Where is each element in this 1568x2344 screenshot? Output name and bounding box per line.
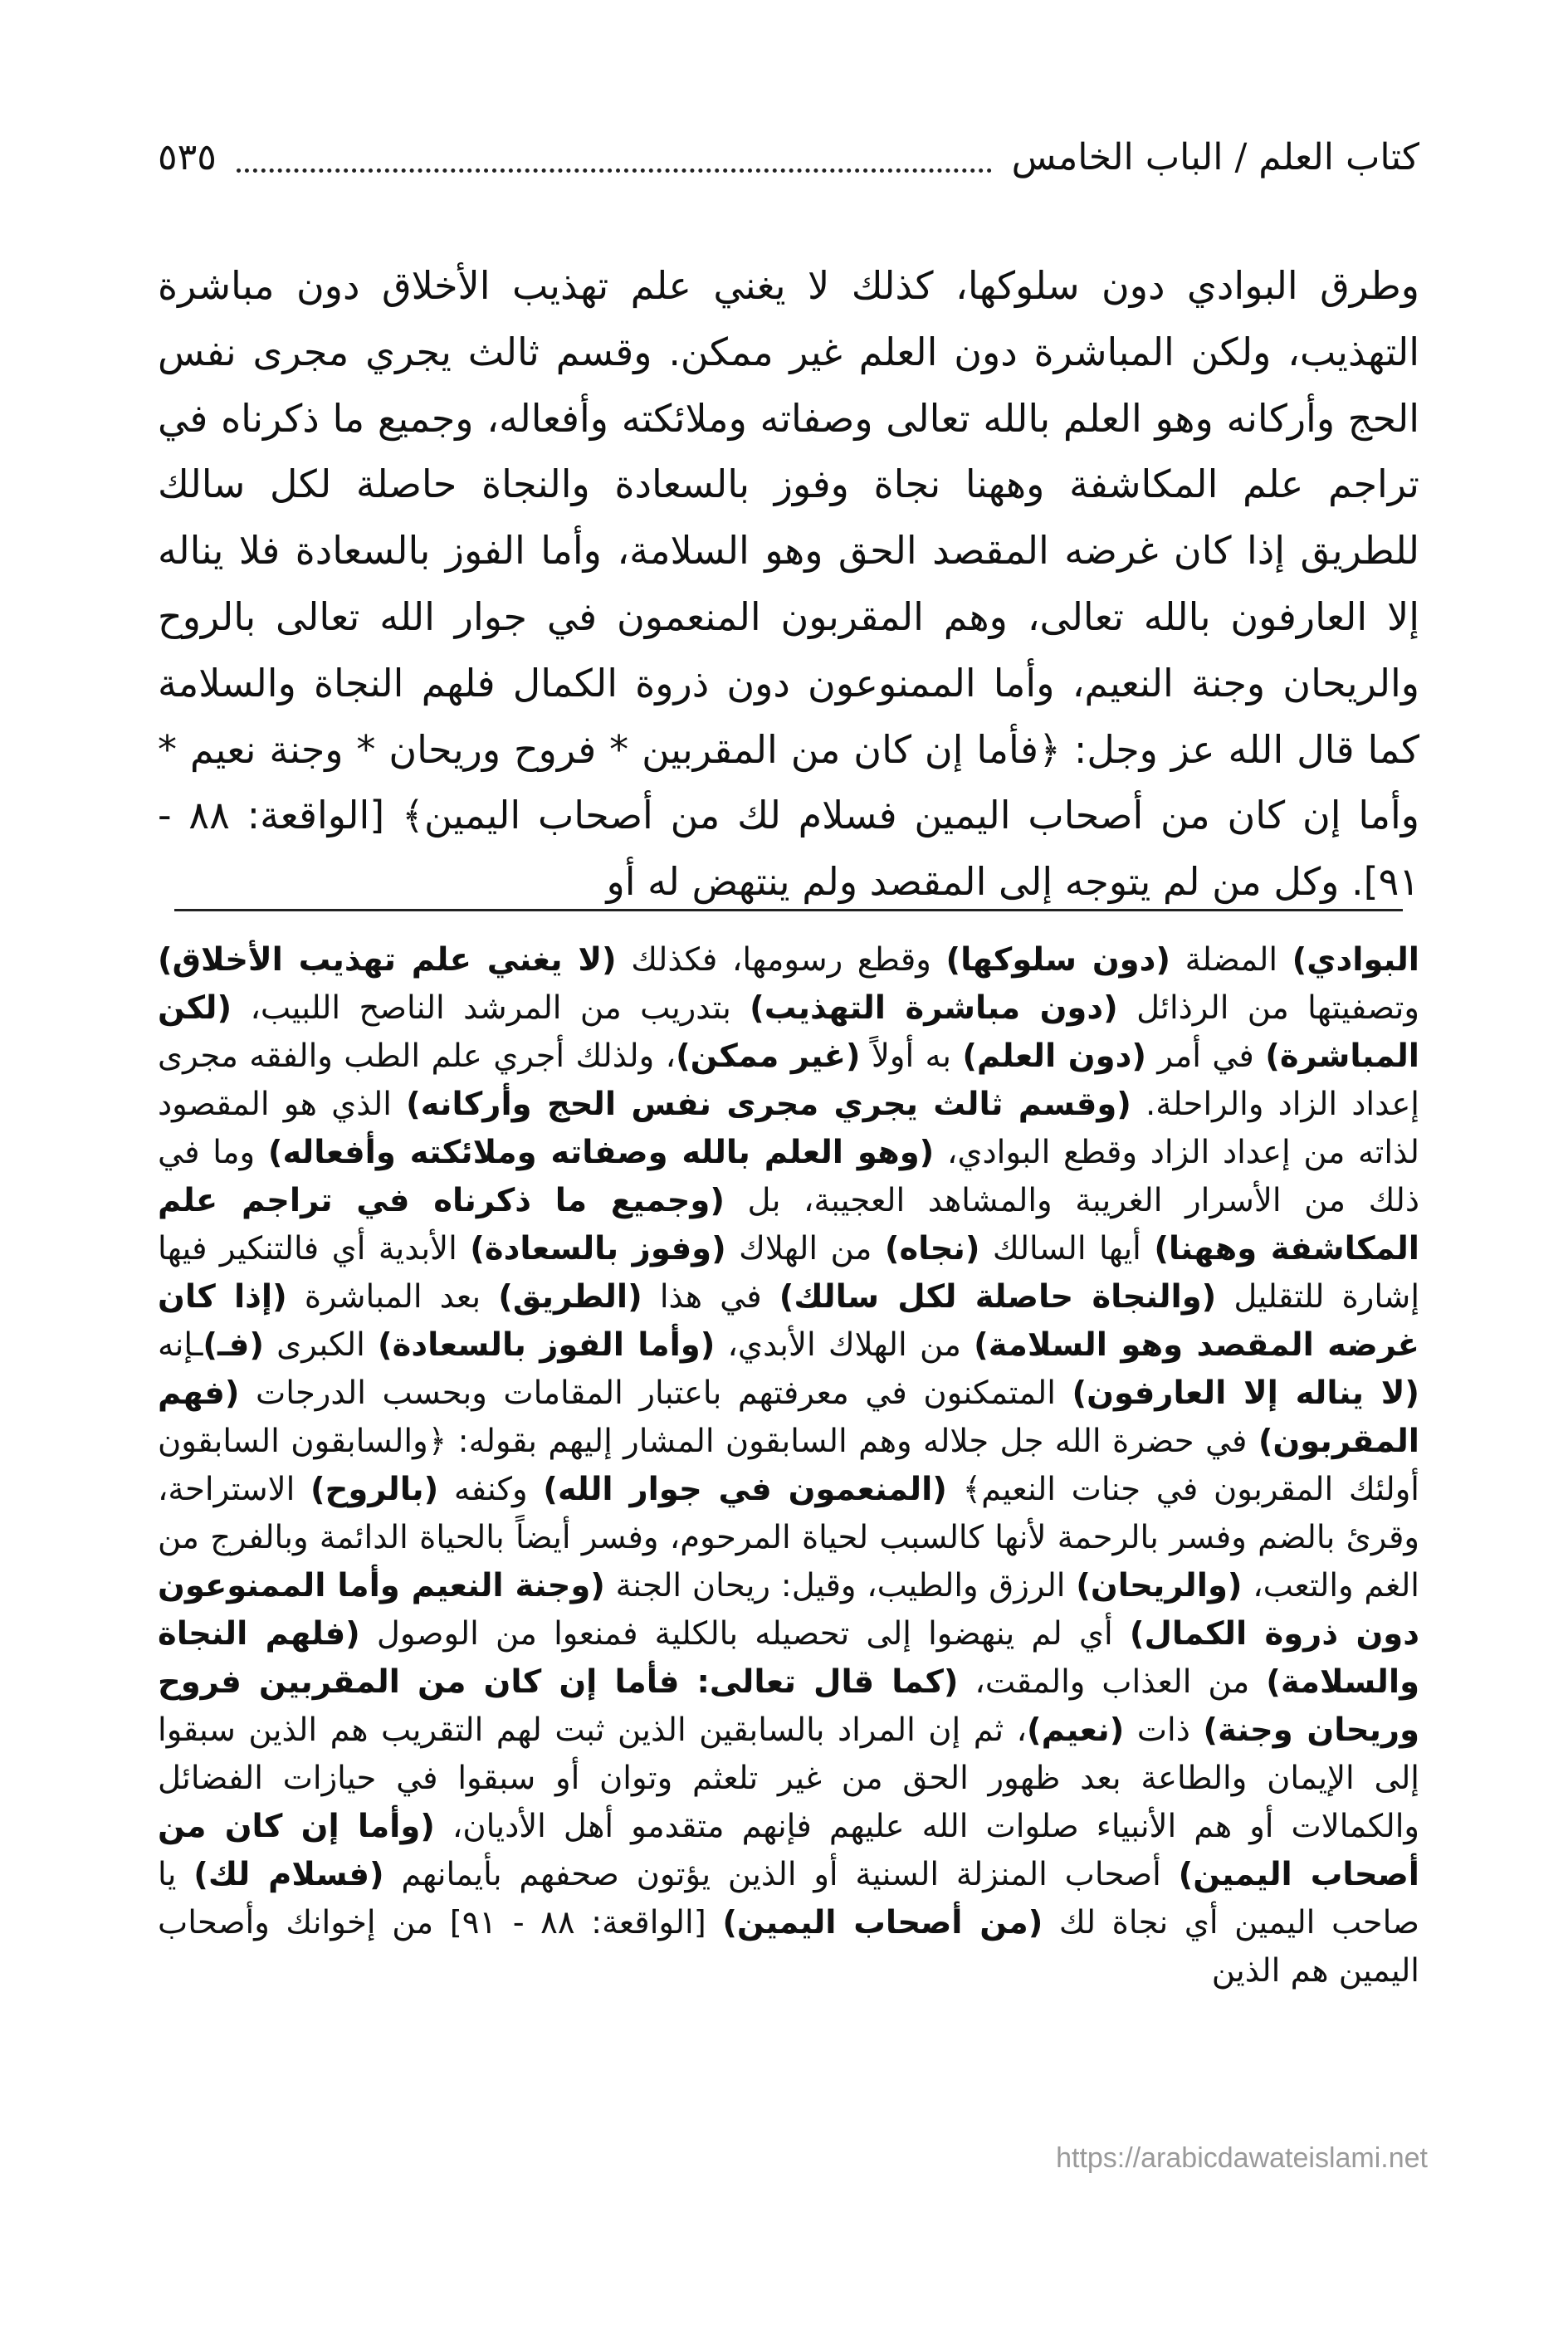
commentary-text: بتدريب من المرشد الناصح اللبيب،: [232, 989, 750, 1027]
commentary-quote: (فسلام لك): [193, 1856, 384, 1893]
commentary-quote: (دون مباشرة التهذيب): [750, 989, 1118, 1027]
footnote-separator: [174, 909, 1403, 911]
commentary-text: الكبرى: [263, 1326, 379, 1364]
commentary-quote: (دون سلوكها): [945, 941, 1170, 979]
commentary-text: [الواقعة: ٨٨ - ٩١] من إخوانك وأصحاب اليمين هم الذين: [158, 1904, 1419, 1990]
commentary-text: في هذا: [642, 1278, 779, 1316]
commentary-quote: (نعيم): [1027, 1712, 1125, 1749]
commentary-text: بعد المباشرة: [286, 1278, 499, 1316]
commentary-quote: (وقسم ثالث يجري مجرى نفس الحج وأركانه): [406, 1086, 1131, 1123]
commentary-quote: (دون العلم): [962, 1038, 1146, 1075]
commentary-quote: (والريحان): [1076, 1567, 1243, 1604]
page-header: [158, 125, 1419, 191]
commentary-quote: (بالروح): [310, 1471, 439, 1508]
page-number: ٥٣٥: [158, 136, 217, 178]
commentary-text: في أمر: [1145, 1038, 1266, 1075]
commentary-quote: (وأما إن كان من أصحاب اليمين): [158, 1808, 1419, 1893]
commentary-text: أي لم ينهضوا إلى تحصيله بالكلية فمنعوا من الوصول: [359, 1615, 1130, 1653]
commentary-text: ـإنه: [158, 1326, 203, 1364]
header-dotted-leader: [237, 168, 992, 173]
commentary-text: الذي هو المقصود لذاته من إعداد الزاد وقطع البوادي،: [158, 1086, 1420, 1171]
commentary-text: الاستراحة، وقرئ بالضم وفسر بالرحمة لأنها كالسبب لحياة المرحوم، وفسر أيضاً بالحياة الدائمة وبالفرج من الغم والتعب،: [158, 1471, 1419, 1604]
commentary-block: [158, 936, 1419, 1995]
commentary-text: ، ثم إن المراد بالسابقين الذين ثبت لهم التقريب هم الذين سبقوا إلى الإيمان والطاعة بعد ظهور الحق من غير تلعثم وتوان أو سبقوا في حيازات الفضائل والكمالات أو هم الأنبياء صلوات الله عليهم فإنهم متقدمو أهل الأديان،: [158, 1712, 1419, 1845]
commentary-text: المضلة: [1170, 941, 1292, 979]
commentary-quote: (والنجاة حاصلة لكل سالك): [779, 1278, 1217, 1316]
commentary-quote: (نجاه): [884, 1230, 980, 1267]
commentary-text: وما في ذلك من الأسرار الغريبة والمشاهد العجيبة، بل: [158, 1134, 1419, 1219]
commentary-text: وكنفه: [438, 1471, 544, 1508]
main-text-block: وطرق البوادي دون سلوكها، كذلك لا يغني علم تهذيب الأخلاق دون مباشرة التهذيب، ولكن المباشرة دون العلم غير ممكن. وقسم ثالث يجري مجرى نفس الحج وأركانه وهو العلم بالله تعالى وصفاته وملائكته وأفعاله، وجميع ما ذكرناه في تراجم علم المكاشفة وههنا نجاة وفوز بالسعادة والنجاة حاصلة لكل سالك للطريق إذا كان غرضه المقصد الحق وهو السلامة، وأما الفوز بالسعادة فلا يناله إلا العارفون بالله تعالى، وهم المقربون المنعمون في جوار الله تعالى بالروح والريحان وجنة النعيم، وأما الممنوعون دون ذروة الكمال فلهم النجاة والسلامة كما قال الله عز وجل: ﴿فأما إن كان من المقربين * فروح وريحان * وجنة نعيم * وأما إن كان من أصحاب اليمين فسلام لك من أصحاب اليمين﴾ [الواقعة: ٨٨ - ٩١]. وكل من لم يتوجه إلى المقصد ولم ينتهض له أو: [158, 263, 1419, 905]
commentary-text: أصحاب المنزلة السنية أو الذين يؤتون صحفهم بأيمانهم: [383, 1856, 1179, 1893]
commentary-quote: (لا يغني علم تهذيب الأخلاق): [158, 941, 617, 979]
commentary-quote: (كما قال تعالى: فأما إن كان من المقربين فروح وريحان وجنة): [158, 1663, 1420, 1749]
commentary-text: أيها السالك: [979, 1230, 1155, 1267]
commentary-text: يا صاحب اليمين أي نجاة لك: [158, 1856, 1419, 1941]
watermark-url: https://arabicdawateislami.net: [1056, 2142, 1428, 2174]
commentary-quote: (وأما الفوز بالسعادة): [378, 1326, 716, 1364]
commentary-text: به أولاً: [860, 1038, 963, 1075]
commentary-quote: (وهو العلم بالله وصفاته وملائكته وأفعاله): [267, 1134, 935, 1171]
commentary-quote: البوادي): [1292, 941, 1419, 979]
commentary-quote: (لا يناله إلا العارفون): [1072, 1375, 1419, 1412]
commentary-text: الأبدية أي فالتنكير فيها إشارة للتقليل: [158, 1230, 1420, 1316]
commentary-quote: (لكن المباشرة): [158, 989, 1419, 1075]
commentary-text: من الهلاك الأبدي،: [715, 1326, 975, 1364]
commentary-quote: (المنعمون في جوار الله): [543, 1471, 947, 1508]
commentary-quote: (وفوز بالسعادة): [470, 1230, 726, 1267]
commentary-text: وتصفيتها من الرذائل: [1117, 989, 1419, 1027]
commentary-quote: (فهم المقربون): [158, 1375, 1419, 1460]
commentary-quote: (فـ): [203, 1326, 264, 1364]
commentary-text: من الهلاك: [725, 1230, 885, 1267]
commentary-text: من العذاب والمقت،: [958, 1663, 1267, 1701]
commentary-quote: (إذا كان غرضه المقصد وهو السلامة): [158, 1278, 1419, 1364]
commentary-quote: (وجنة النعيم وأما الممنوعون دون ذروة الكمال): [158, 1567, 1419, 1653]
commentary-text: الرزق والطيب، وقيل: ريحان الجنة: [604, 1567, 1077, 1604]
commentary-text: في حضرة الله جل جلاله وهم السابقون المشار إليهم بقوله: ﴿والسابقون السابقون أولئك المقربون في جنات النعيم﴾: [158, 1423, 1420, 1508]
chapter-title: كتاب العلم / الباب الخامس: [1011, 136, 1419, 178]
commentary-quote: (وجميع ما ذكرناه في تراجم علم المكاشفة وههنا): [158, 1182, 1419, 1267]
commentary-quote: (فلهم النجاة والسلامة): [158, 1615, 1420, 1701]
commentary-text: ، ولذلك أجري علم الطب والفقه مجرى إعداد الزاد والراحلة.: [158, 1038, 1419, 1123]
commentary-quote: (غير ممكن): [676, 1038, 861, 1075]
commentary-text: المتمكنون في معرفتهم باعتبار المقامات وبحسب الدرجات: [239, 1375, 1072, 1412]
commentary-text: ذات: [1124, 1712, 1204, 1749]
commentary-text: وقطع رسومها، فكذلك: [616, 941, 946, 979]
commentary-quote: (الطريق): [498, 1278, 642, 1316]
commentary-quote: (من أصحاب اليمين): [722, 1904, 1043, 1941]
